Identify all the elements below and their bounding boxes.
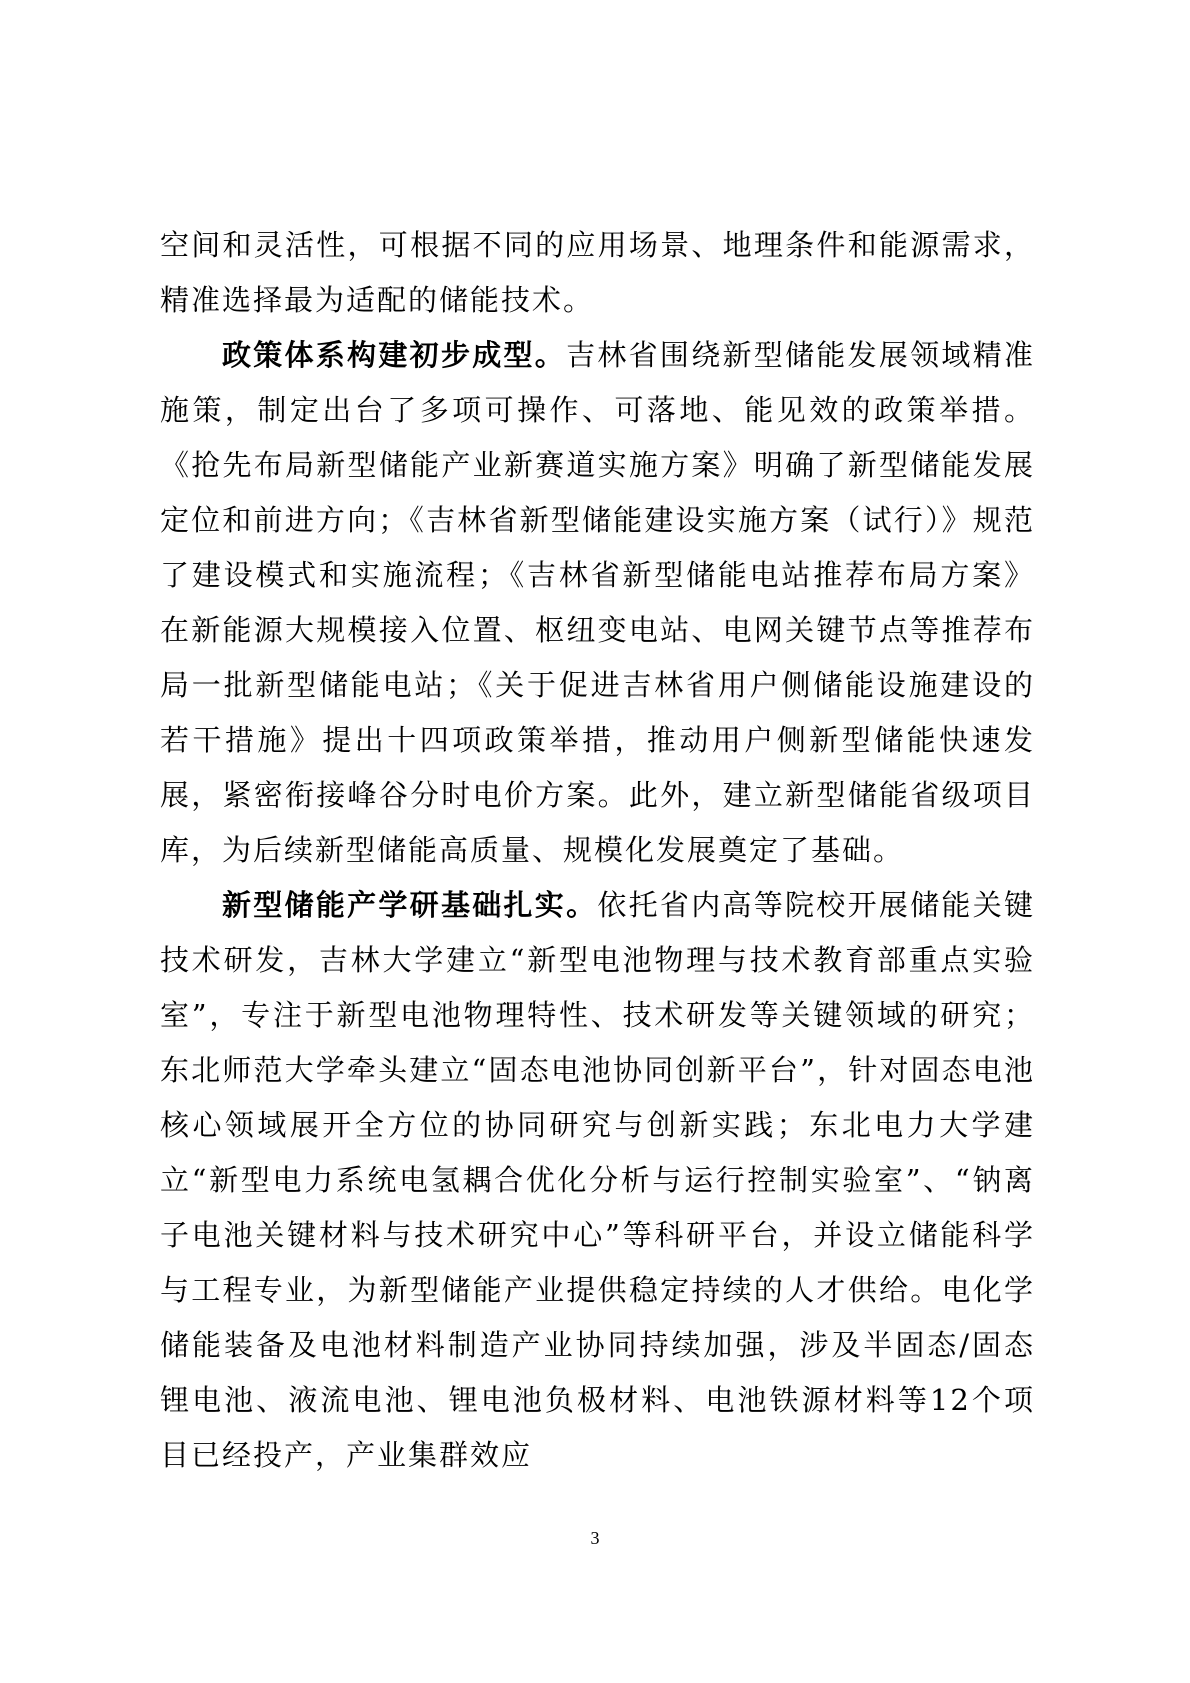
paragraph-continuation [160, 218, 1035, 328]
paragraph-text: 依托省内高等院校开展储能关键技术研发，吉林大学建立“新型电池物理与技术教育部重点实验室”，专注于新型电池物理特性、技术研发等关键领域的研究；东北师范大学牵头建立“固态电池协同创新平台”，针对固态电池核心领域展开全方位的协同研究与创新实践；东北电力大学建立“新型电力系统电氢耦合优化分析与运行控制实验室”、“钠离子电池关键材料与技术研究中心”等科研平台，并设立储能科学与工程专业，为新型储能产业提供稳定持续的人才供给。电化学储能装备及电池材料制造产业协同持续加强，涉及半固态/固态锂电池、液流电池、锂电池负极材料、电池铁源材料等12个项目已经投产，产业集群效应 [160, 888, 1035, 1472]
page-number: 3 [590, 1528, 600, 1548]
paragraph-policy-system [160, 328, 1035, 878]
paragraph-heading: 新型储能产学研基础扎实。 [222, 888, 598, 922]
document-body [160, 218, 1035, 1483]
paragraph-text: 空间和灵活性，可根据不同的应用场景、地理条件和能源需求，精准选择最为适配的储能技术。 [160, 228, 1035, 317]
paragraph-text: 吉林省围绕新型储能发展领域精准施策，制定出台了多项可操作、可落地、能见效的政策举措。《抢先布局新型储能产业新赛道实施方案》明确了新型储能发展定位和前进方向；《吉林省新型储能建设实施方案（试行）》规范了建设模式和实施流程；《吉林省新型储能电站推荐布局方案》在新能源大规模接入位置、枢纽变电站、电网关键节点等推荐布局一批新型储能电站；《关于促进吉林省用户侧储能设施建设的若干措施》提出十四项政策举措，推动用户侧新型储能快速发展，紧密衔接峰谷分时电价方案。此外，建立新型储能省级项目库，为后续新型储能高质量、规模化发展奠定了基础。 [160, 338, 1035, 867]
paragraph-heading: 政策体系构建初步成型。 [222, 338, 567, 372]
paragraph-industry-research [160, 878, 1035, 1483]
